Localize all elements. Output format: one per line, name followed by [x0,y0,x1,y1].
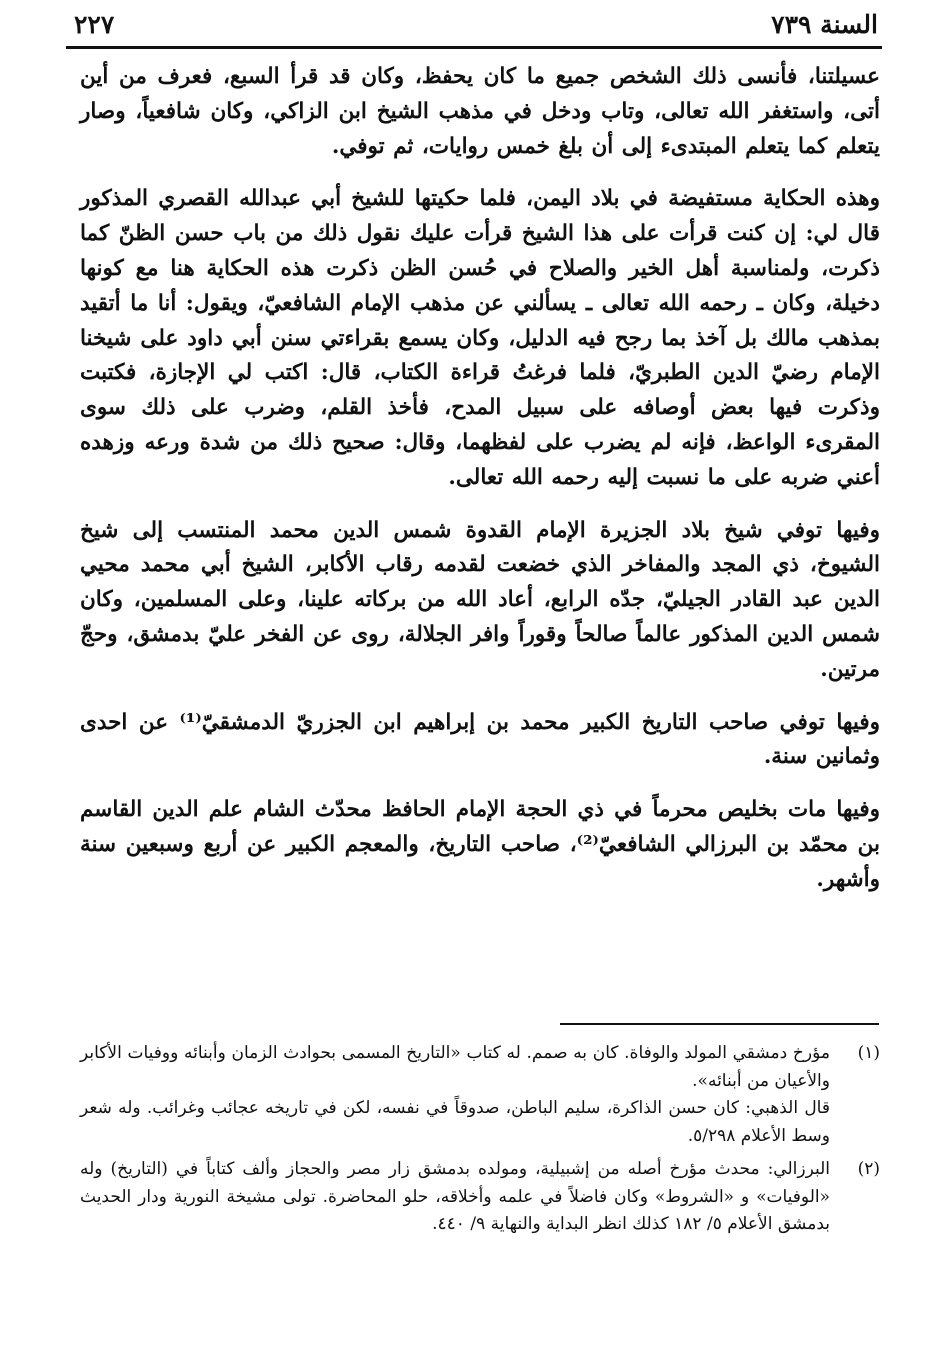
running-header [66,6,882,49]
footnote-divider [560,1023,879,1025]
paragraph: وفيها توفي شيخ بلاد الجزيرة الإمام القدوة شمس الدين محمد المنتسب إلى شيخ الشيوخ، ذي المجد والمفاخر الذي خضعت لقدمه رقاب الأكابر، الشيخ أبي محمد محيي الدين عبد القادر الجيليّ، جدّه الرابع، أعاد الله من بركاته علينا، وعلى المسلمين، وكان شمس الدين المذكور عالماً صالحاً وقوراً وافر الجلالة، روى عن الفخر عليّ بدمشق، وحجّ مرتين. [80,517,880,682]
footnote-line: قال الذهبي: كان حسن الذاكرة، سليم الباطن، صدوقاً في نفسه، لكن في تاريخه عجائب وغرائب. وله شعر وسط الأعلام ٥/٢٩٨. [80,1098,830,1146]
paragraph: وهذه الحكاية مستفيضة في بلاد اليمن، فلما حكيتها للشيخ أبي عبدالله القصري المذكور قال لي: إن كنت قرأت على هذا الشيخ قرأت عليك نقول ذلك من باب حسن الظنّ كما ذكرت، ولمناسبة أهل الخير والصلاح في حُسن الظن ذكرت هذه الحكاية هنا مع كونها دخيلة، وكان ـ رحمه الله تعالى ـ يسألني عن مذهب الإمام الشافعيّ، ويقول: أنا ما أتقيد بمذهب مالك بل آخذ بما رجح فيه الدليل، وكان يسمع بقراءتي سنن أبي داود على شيخنا الإمام رضيّ الدين الطبريّ، فلما فرغتُ قراءة الكتاب، قال: اكتب لي الإجازة، فكتبت وذكرت فيها بعض أوصافه على سبيل المدح، فأخذ القلم، وضرب على ذلك سوى المقرىء الواعظ، فإنه لم يضرب على لفظهما، وقال: صحيح ذلك من شدة ورعه وزهده أعني ضربه على ما نسبت إليه رحمه الله تعالى. [80,186,880,490]
footnote-number: (٢) [857,1159,880,1179]
footnote-line: مؤرخ دمشقي المولد والوفاة. كان به صمم. له كتاب «التاريخ المسمى بحوادث الزمان وأبنائه ووفيات الأكابر والأعيان من أبنائه». [80,1043,830,1091]
header-year: السنة ٧٣٩ [771,10,878,39]
footnote-line: البرزالي: محدث مؤرخ أصله من إشبيلية، ومولده بدمشق زار مصر والحجاز وألف كتاباً في (التاريخ) وله «الوفيات» و «الشروط» وكان فاضلاً في علمه وأخلاقه، حلو المحاضرة. تولى مشيخة النورية ودار الحديث بدمشق الأعلام ٥/ ١٨٢ كذلك انظر البداية والنهاية ٩/ ٤٤٠. [80,1159,830,1234]
paragraph: وفيها مات بخليص محرماً في ذي الحجة الإمام الحافظ محدّث الشام علم الدين القاسم بن محمّد بن البرزالي الشافعيّ⁽²⁾، صاحب التاريخ، والمعجم الكبير عن أربع وسبعين سنة وأشهر. [80,797,880,892]
footnote-2 [80,1156,880,1239]
footnotes [80,1040,880,1245]
page-number: ٢٢٧ [74,10,115,39]
footnote-1 [80,1040,880,1150]
main-text [80,60,880,916]
footnote-number: (١) [857,1043,880,1063]
paragraph: عسيلتنا، فأنسى ذلك الشخص جميع ما كان يحفظ، وكان قد قرأ السبع، فعرف من أين أتى، واستغفر الله تعالى، وتاب ودخل في مذهب الشيخ ابن الزاكي، وكان شافعياً، وصار يتعلم كما يتعلم المبتدىء إلى أن بلغ خمس روايات، ثم توفي. [80,64,880,159]
paragraph: وفيها توفي صاحب التاريخ الكبير محمد بن إبراهيم ابن الجزريّ الدمشقيّ⁽¹⁾ عن احدى وثمانين سنة. [80,709,880,770]
